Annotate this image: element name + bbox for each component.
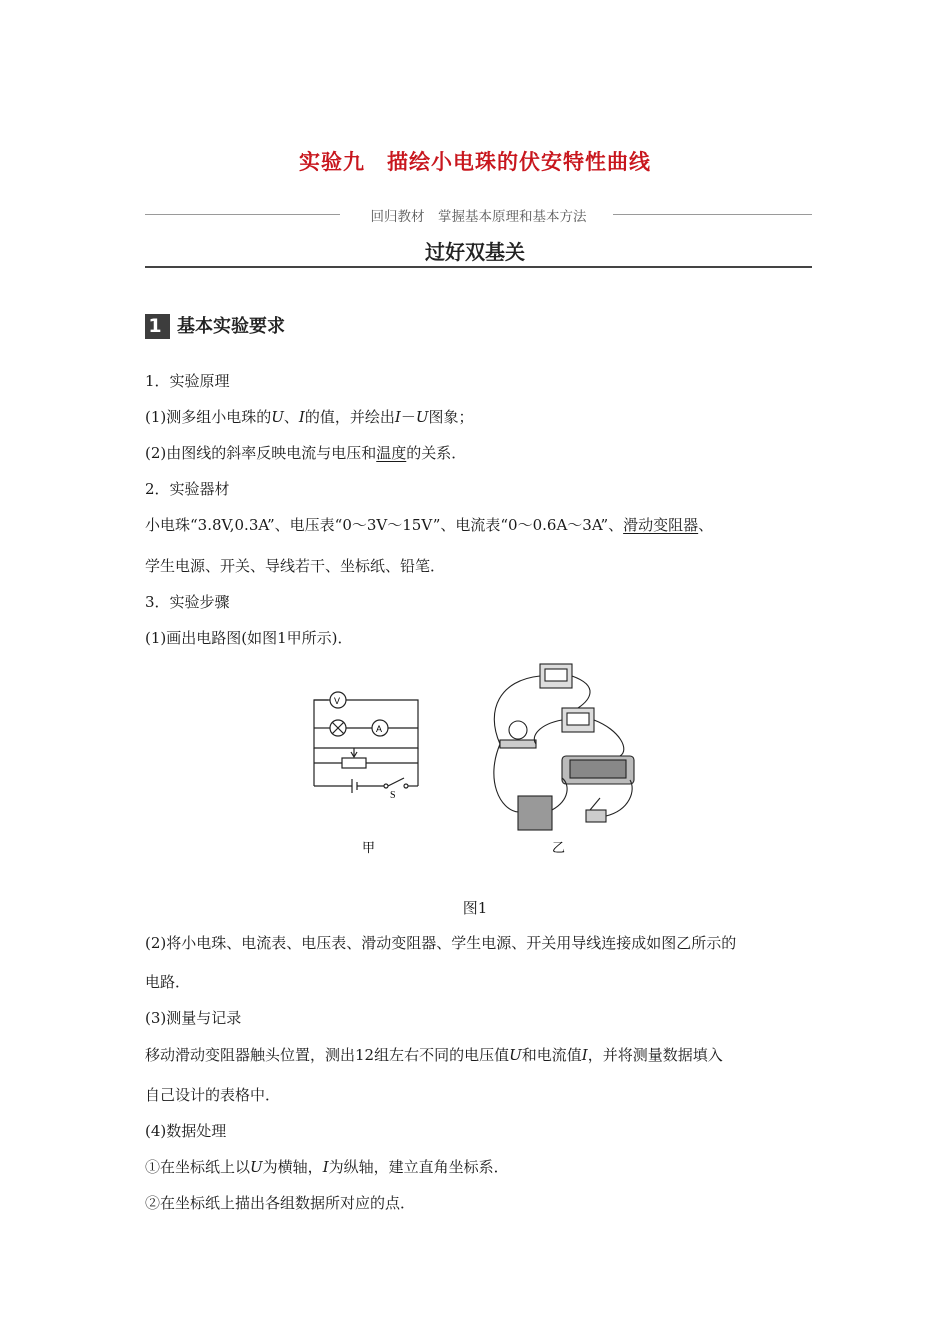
equipment-heading: 2．实验器材 [145, 480, 230, 498]
rheostat-symbol [342, 758, 366, 768]
circuit-diagrams-svg [300, 660, 645, 860]
equipment-line-2: 学生电源、开关、导线若干、坐标纸、铅笔． [145, 557, 446, 575]
steps-heading: 3．实验步骤 [145, 593, 230, 611]
step-4-item-2: ②在坐标纸上描出各组数据所对应的点． [145, 1194, 416, 1212]
step-1: (1)画出电路图(如图1甲所示)． [145, 629, 353, 647]
switch-device [586, 810, 606, 822]
step-4-heading: (4)数据处理 [145, 1122, 227, 1140]
step-3-line-1: 移动滑动变阻器触头位置，测出12组左右不同的电压值U和电流值I，并将测量数据填入 [145, 1046, 723, 1064]
caption-left: 甲 [362, 841, 376, 856]
section-number-badge: 1 [145, 314, 170, 339]
page-title: 实验九 描绘小电珠的伏安特性曲线 [299, 150, 651, 174]
voltmeter-label: V [334, 696, 341, 706]
apparatus-illustration [494, 664, 634, 830]
step-2-line-1: (2)将小电珠、电流表、电压表、滑动变阻器、学生电源、开关用导线连接成如图乙所示的 [145, 934, 737, 952]
principle-item-1: (1)测多组小电珠的U、I的值，并绘出I－U图象； [145, 408, 474, 426]
switch-symbol [388, 778, 404, 786]
heading-rule [145, 266, 812, 268]
caption-right: 乙 [552, 841, 566, 856]
figure-title: 图1 [462, 899, 488, 917]
switch-label: S [390, 790, 396, 801]
circuit-figure [300, 660, 645, 860]
ammeter-label: A [376, 724, 383, 734]
step-3-line-2: 自己设计的表格中． [145, 1086, 281, 1104]
schematic-diagram [314, 692, 418, 793]
step-3-heading: (3)测量与记录 [145, 1009, 242, 1027]
power-supply-device [518, 796, 552, 830]
bulb-device [509, 721, 527, 739]
step-4-item-1: ①在坐标纸上以U为横轴，I为纵轴，建立直角坐标系． [145, 1158, 509, 1176]
principle-heading: 1．实验原理 [145, 372, 230, 390]
subtitle-divider [145, 205, 812, 225]
step-2-line-2: 电路． [145, 973, 191, 991]
section-title: 基本实验要求 [177, 316, 285, 337]
subtitle-text: 回归教材 掌握基本原理和基本方法 [365, 209, 593, 225]
equipment-line-1: 小电珠“3.8V,0.3A”、电压表“0～3V～15V”、电流表“0～0.6A～3A”、滑动变阻器、 [145, 516, 714, 534]
principle-item-2: (2)由图线的斜率反映电流与电压和温度的关系． [145, 444, 467, 462]
section-heading: 过好双基关 [425, 240, 525, 264]
